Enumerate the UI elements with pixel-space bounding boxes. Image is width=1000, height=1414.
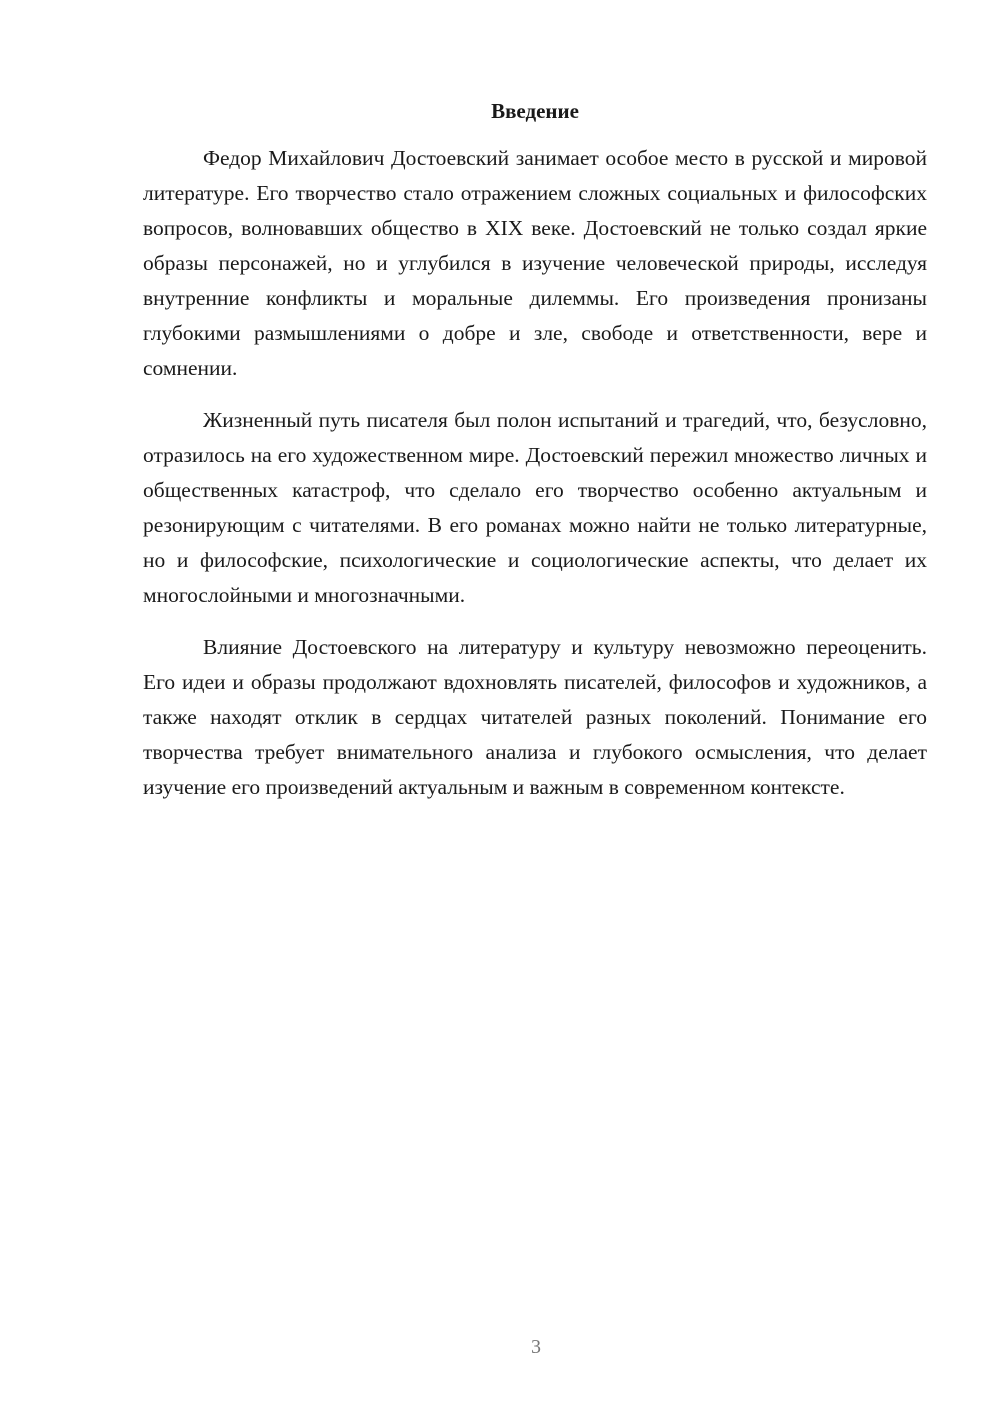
paragraph-intro: Федор Михайлович Достоевский занимает особое место в русской и мировой литературе. Его творчество стало отражением сложных социальных и философских вопросов, волновавших общество в XIX веке. Достоевский не только создал яркие образы персонажей, но и углубился в изучение человеческой природы, исследуя внутренние конфликты и моральные дилеммы. Его произведения пронизаны глубокими размышлениями о добре и зле, свободе и ответственности, вере и сомнении. <box>143 146 927 380</box>
paragraph-influence: Влияние Достоевского на литературу и культуру невозможно переоценить. Его идеи и образы продолжают вдохновлять писателей, философов и художников, а также находят отклик в сердцах читателей разных поколений. Понимание его творчества требует внимательного анализа и глубокого осмысления, что делает изучение его произведений актуальным и важным в современном контексте. <box>143 635 927 799</box>
section-heading: Введение <box>491 99 579 123</box>
paragraph-life-path: Жизненный путь писателя был полон испытаний и трагедий, что, безусловно, отразилось на его художественном мире. Достоевский пережил множество личных и общественных катастроф, что сделало его творчество особенно актуальным и резонирующим с читателями. В его романах можно найти не только литературные, но и философские, психологические и социологические аспекты, что делает их многослойными и многозначными. <box>143 408 927 607</box>
page-body <box>143 96 927 805</box>
page-number: 3 <box>531 1336 541 1358</box>
